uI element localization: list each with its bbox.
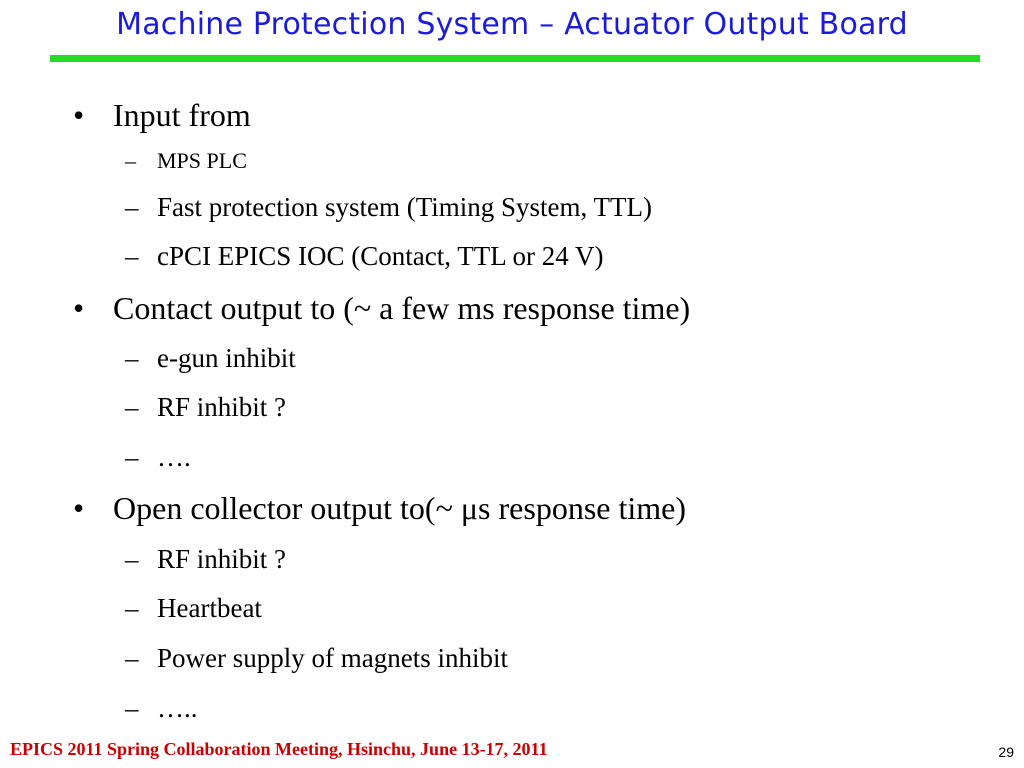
bullet-marker: • <box>73 97 85 133</box>
subitem-text: e-gun inhibit <box>157 343 296 373</box>
subitem <box>125 391 286 423</box>
sub-marker: – <box>125 442 139 472</box>
sub-marker: – <box>125 392 139 422</box>
sub-marker: – <box>125 192 139 222</box>
bullet-input-from <box>73 96 251 134</box>
subitem <box>125 642 508 674</box>
page-number: 29 <box>998 744 1014 760</box>
subitem <box>125 441 191 473</box>
bullet-text: Contact output to (~ a few ms response time) <box>113 290 691 326</box>
slide-footer: EPICS 2011 Spring Collaboration Meeting, Hsinchu, June 13-17, 2011 <box>10 739 548 759</box>
bullet-contact-output <box>73 289 690 327</box>
slide-title: Machine Protection System – Actuator Output Board <box>116 7 908 42</box>
sub-marker: – <box>125 544 139 574</box>
bullet-open-collector <box>73 489 686 527</box>
subitem-text: Heartbeat <box>157 593 262 623</box>
bullet-marker: • <box>73 290 85 326</box>
subitem-text: …. <box>157 442 191 472</box>
sub-marker: – <box>125 693 139 723</box>
sub-marker: – <box>125 343 139 373</box>
bullet-text: Input from <box>113 97 251 133</box>
bullet-text: Open collector output to(~ μs response time) <box>113 490 686 526</box>
sub-marker: – <box>125 643 139 673</box>
subitem <box>125 692 198 724</box>
subitem-text: cPCI EPICS IOC (Contact, TTL or 24 V) <box>157 241 604 271</box>
subitem-text: RF inhibit ? <box>157 392 287 422</box>
subitem <box>125 191 652 223</box>
subitem <box>125 145 247 177</box>
sub-marker: – <box>125 241 139 271</box>
subitem <box>125 592 262 624</box>
subitem-text: ….. <box>157 693 198 723</box>
subitem-text: RF inhibit ? <box>157 544 287 574</box>
subitem-text: Fast protection system (Timing System, TTL) <box>157 192 653 222</box>
subitem-text: Power supply of magnets inhibit <box>157 643 508 673</box>
subitem-text: MPS PLC <box>157 148 247 173</box>
bullet-marker: • <box>73 490 85 526</box>
sub-marker: – <box>125 148 136 173</box>
subitem <box>125 240 603 272</box>
subitem <box>125 543 286 575</box>
subitem <box>125 342 296 374</box>
sub-marker: – <box>125 593 139 623</box>
